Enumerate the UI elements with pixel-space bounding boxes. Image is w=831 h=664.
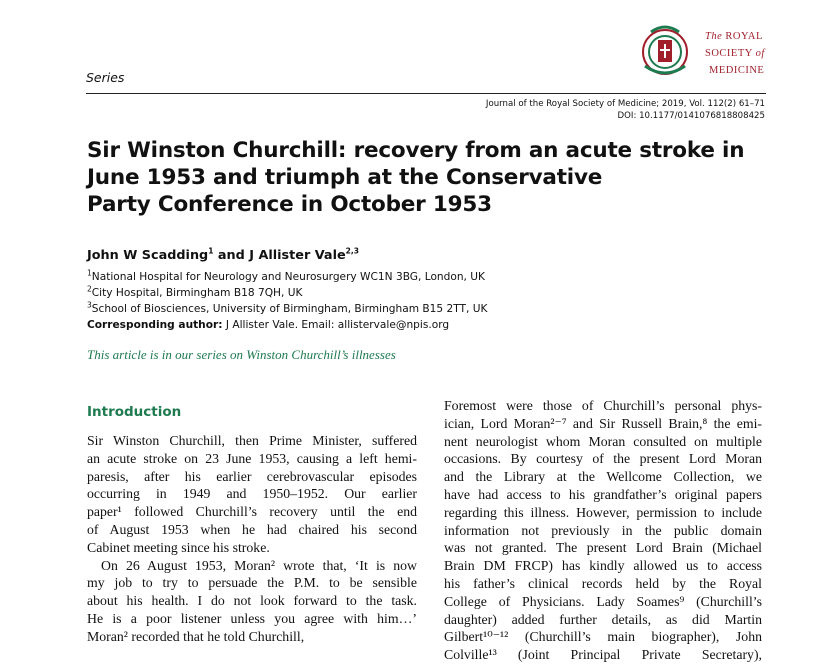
text-line: College of Physicians. Lady Soames⁹ (Churchill’s [444,593,762,609]
title-line: Sir Winston Churchill: recovery from an acute stroke in [87,138,745,163]
journal-logo-text [705,28,765,79]
section-heading-introduction: Introduction [87,404,182,420]
text-line: He is a poor listener unless you agree with him…’ [87,610,417,626]
text-line: Brain DM FRCP) has kindly allowed us to access [444,558,762,574]
series-label: Series [86,70,125,85]
text-line: my job to try to persuade the P.M. to be sensible [87,575,417,591]
author-line [87,248,359,263]
left-column-text [87,432,417,646]
title-line: June 1953 and triumph at the Conservative [87,165,603,190]
text-line: occurring in 1949 and 1950–1952. Our earlier [87,486,417,502]
text-line: an acute stroke on 23 June 1953, causing a left hemi- [87,450,417,466]
royal-society-of-medicine-crest-icon [625,18,705,88]
journal-info [486,98,765,122]
text-line: of August 1953 when he had chaired his second [87,521,417,537]
text-line: On 26 August 1953, Moran² wrote that, ‘It is now [101,557,417,573]
text-line: daughter) added further details, as did Martin [444,611,762,627]
text-line: nent neurologist whom Moran consulted on multiple [444,433,762,449]
header-rule [86,93,766,94]
text-line: Gilbert¹⁰⁻¹² (Churchill’s main biographer), John [444,629,762,645]
author-name: J Allister Vale [249,248,346,263]
article-title [87,137,777,218]
text-line: Sir Winston Churchill, then Prime Minister, suffered [87,433,417,448]
doi-link[interactable]: DOI: 10.1177/0141076818808425 [617,111,765,121]
text-line: about his health. I do not look forward to the task. [87,593,417,609]
author-sup: 2,3 [345,246,359,256]
logo-line3: MEDICINE [709,65,765,76]
right-column-text [444,397,762,664]
journal-citation: Journal of the Royal Society of Medicine; 2019, Vol. 112(2) 61–71 [485,99,765,109]
text-line: Colville¹³ (Joint Principal Private Secretary), [444,647,762,663]
corresponding-author [87,317,487,333]
logo-line2-suffix: of [755,48,765,59]
affiliation: $^1$National Hospital for Neurology and Neurosurgery WC1N 3BG, London, UK [87,268,485,283]
text-line: Foremost were those of Churchill’s personal phys- [444,398,762,413]
author-sup: 1 [208,246,214,256]
corresponding-text[interactable]: J Allister Vale. Email: allistervale@npis.org [222,319,450,331]
text-line: regarding this illness. However, permission to include [444,504,762,520]
text-line: paresis, after his earlier cerebrovascular episodes [87,468,417,484]
text-line: paper¹ followed Churchill’s recovery until the end [87,504,417,520]
affiliation: $^3$School of Biosciences, University of Birmingham, Birmingham B15 2TT, UK [87,300,488,315]
text-line: Cabinet meeting since his stroke. [87,539,270,555]
text-line: information not previously in the public domain [444,522,762,538]
title-line: Party Conference in October 1953 [87,192,492,217]
author-and: and [213,248,250,263]
logo-line1-prefix: The [705,31,723,42]
text-line: ician, Lord Moran²⁻⁷ and Sir Russell Brain,⁸ the emi- [444,415,762,431]
text-line: have had access to his grandfather’s original papers [444,486,762,502]
text-line: occasions. By courtesy of the present Lord Moran [444,451,762,467]
affiliations [87,269,487,333]
logo-line2: SOCIETY [705,48,753,59]
text-line: was not granted. The present Lord Brain (Michael [444,540,762,556]
affiliation: $^2$City Hospital, Birmingham B18 7QH, UK [87,284,303,299]
author-name: John W Scadding [87,248,209,263]
logo-line1: ROYAL [725,31,763,42]
corresponding-label: Corresponding author: [87,319,223,331]
text-line: and the Library at the Wellcome Collection, we [444,469,762,485]
series-note[interactable]: This article is in our series on Winston Churchill’s illnesses [87,347,396,362]
text-line: his father’s clinical records held by the Royal [444,575,762,591]
text-line: Moran² recorded that he told Churchill, [87,628,305,644]
